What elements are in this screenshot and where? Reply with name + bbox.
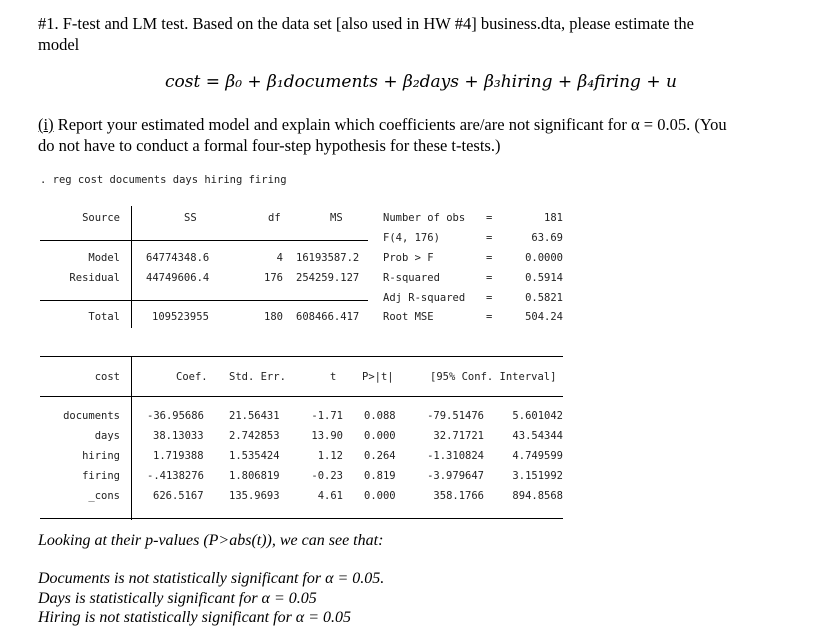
coef-hi-hiring: 4.749599	[512, 450, 563, 462]
model-equation: cost = β₀ + β₁documents + β₂days + β₃hiring + β₄firing + u	[165, 72, 677, 92]
coef-p-cons: 0.000	[364, 490, 396, 502]
stat-value-rsq: 0.5914	[525, 272, 563, 284]
coef-lo-documents: -79.51476	[427, 410, 484, 422]
stat-label-f: F(4, 176)	[383, 232, 440, 244]
stat-eq-probf: =	[486, 252, 493, 264]
stat-eq-nobs: =	[486, 212, 493, 224]
part-i-line-1	[38, 114, 727, 135]
anova-df-residual: 176	[264, 272, 283, 284]
anova-ss-residual: 44749606.4	[146, 272, 210, 284]
stat-value-adjrsq: 0.5821	[525, 292, 563, 304]
anova-source-model: Model	[88, 252, 120, 264]
coef-value-firing: -.4138276	[147, 470, 204, 482]
stat-value-probf: 0.0000	[525, 252, 563, 264]
coef-lo-hiring: -1.310824	[427, 450, 484, 462]
stat-eq-rmse: =	[486, 311, 493, 323]
anova-df-total: 180	[264, 311, 283, 323]
coef-t-cons: 4.61	[317, 490, 343, 502]
coef-se-days: 2.742853	[229, 430, 280, 442]
coef-t-hiring: 1.12	[317, 450, 343, 462]
coef-se-hiring: 1.535424	[229, 450, 280, 462]
stat-label-nobs: Number of obs	[383, 212, 466, 224]
anova-header-source: Source	[82, 212, 120, 224]
anova-rule-total	[40, 300, 368, 301]
coef-p-firing: 0.819	[364, 470, 396, 482]
anova-source-total: Total	[88, 311, 120, 323]
stat-label-probf: Prob > F	[383, 252, 434, 264]
coef-vertical-rule	[131, 356, 132, 520]
coef-se-cons: 135.9693	[229, 490, 280, 502]
coef-se-firing: 1.806819	[229, 470, 280, 482]
coef-hi-cons: 894.8568	[512, 490, 563, 502]
coef-var-hiring: hiring	[82, 450, 120, 462]
answer-intro: Looking at their p-values (P>abs(t)), we can see that:	[38, 532, 384, 549]
answer-line-days: Days is statistically significant for α = 0.05	[38, 590, 317, 607]
anova-header-df: df	[268, 212, 281, 224]
anova-rule-header	[40, 240, 368, 241]
coef-rule-bottom	[40, 518, 563, 519]
coef-header-se: Std. Err.	[229, 371, 286, 383]
coef-var-firing: firing	[82, 470, 120, 482]
coef-value-cons: 626.5167	[153, 490, 204, 502]
stat-value-nobs: 181	[544, 212, 563, 224]
coef-lo-cons: 358.1766	[433, 490, 484, 502]
coef-header-t: t	[330, 371, 337, 383]
part-i-line-2: do not have to conduct a formal four-step hypothesis for these t-tests.)	[38, 136, 501, 155]
stat-label-rmse: Root MSE	[383, 311, 434, 323]
coef-header-coef: Coef.	[176, 371, 208, 383]
answer-line-hiring: Hiring is not statistically significant for α = 0.05	[38, 609, 351, 626]
coef-value-days: 38.13033	[153, 430, 204, 442]
coef-t-firing: -0.23	[311, 470, 343, 482]
coef-hi-days: 43.54344	[512, 430, 563, 442]
coef-rule-header	[40, 396, 563, 397]
anova-header-ms: MS	[330, 212, 343, 224]
coef-var-documents: documents	[63, 410, 120, 422]
anova-ms-model: 16193587.2	[296, 252, 360, 264]
coef-rule-top	[40, 356, 563, 357]
coef-t-documents: -1.71	[311, 410, 343, 422]
stat-label-adjrsq: Adj R-squared	[383, 292, 466, 304]
coef-hi-documents: 5.601042	[512, 410, 563, 422]
part-i-text: Report your estimated model and explain which coefficients are/are not significant for α = 0.05. (You	[53, 115, 727, 134]
anova-ms-total: 608466.417	[296, 311, 360, 323]
coef-p-documents: 0.088	[364, 410, 396, 422]
stat-label-rsq: R-squared	[383, 272, 440, 284]
coef-lo-days: 32.71721	[433, 430, 484, 442]
anova-ss-model: 64774348.6	[146, 252, 210, 264]
coef-p-hiring: 0.264	[364, 450, 396, 462]
part-i-label: (i)	[38, 115, 54, 134]
coef-header-ci: [95% Conf. Interval]	[430, 371, 557, 383]
anova-header-ss: SS	[184, 212, 197, 224]
coef-p-days: 0.000	[364, 430, 396, 442]
stata-command: . reg cost documents days hiring firing	[40, 174, 287, 186]
anova-vertical-rule	[131, 206, 132, 328]
stat-value-rmse: 504.24	[525, 311, 563, 323]
question-line-1: #1. F-test and LM test. Based on the data set [also used in HW #4] business.dta, please estimate the	[38, 14, 694, 33]
anova-df-model: 4	[276, 252, 283, 264]
stat-eq-rsq: =	[486, 272, 493, 284]
question-line-2: model	[38, 35, 80, 54]
anova-source-residual: Residual	[69, 272, 120, 284]
stat-eq-f: =	[486, 232, 493, 244]
coef-var-cons: _cons	[88, 490, 120, 502]
coef-value-documents: -36.95686	[147, 410, 204, 422]
answer-line-documents: Documents is not statistically significant for α = 0.05.	[38, 570, 385, 587]
coef-se-documents: 21.56431	[229, 410, 280, 422]
stat-value-f: 63.69	[531, 232, 563, 244]
coef-hi-firing: 3.151992	[512, 470, 563, 482]
coef-lo-firing: -3.979647	[427, 470, 484, 482]
coef-var-days: days	[94, 430, 120, 442]
coef-header-p: P>|t|	[362, 371, 394, 383]
coef-t-days: 13.90	[311, 430, 343, 442]
stat-eq-adjrsq: =	[486, 292, 493, 304]
anova-ss-total: 109523955	[152, 311, 209, 323]
anova-ms-residual: 254259.127	[296, 272, 360, 284]
coef-value-hiring: 1.719388	[153, 450, 204, 462]
coef-depvar: cost	[94, 371, 120, 383]
